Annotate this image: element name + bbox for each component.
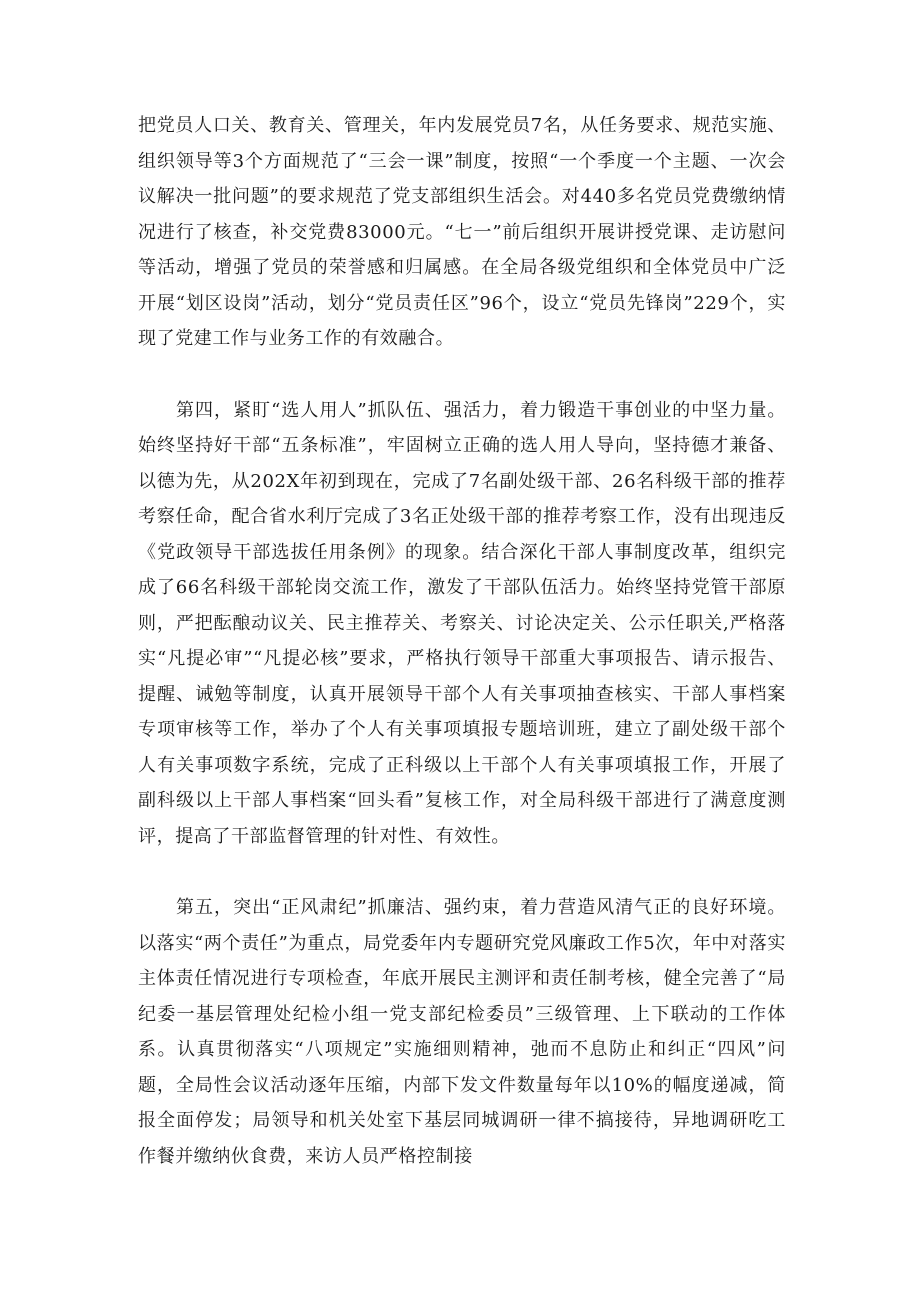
paragraph-party-management: 把党员人口关、教育关、管理关，年内发展党员7名，从任务要求、规范实施、组织领导等3个方面规范了“三会一课”制度，按照“一个季度一个主题、一次会议解决一批问题”的要求规范了党支部组织生活会。对440多名党员党费缴纳情况进行了核查，补交党费83000元。“七一”前后组织开展讲授党课、走访慰问等活动，增强了党员的荣誉感和归属感。在全局各级党组织和全体党员中广泛开展“划区设岗”活动，划分“党员责任区”96个，设立“党员先锋岗”229个，实现了党建工作与业务工作的有效融合。 (138, 115, 786, 349)
document-body (138, 108, 786, 1174)
paragraph-gap (138, 854, 786, 890)
paragraph-discipline: 第五，突出“正风肃纪”抓廉洁、强约束，着力营造风清气正的良好环境。以落实“两个责任”为重点，局党委年内专题研究党风廉政工作5次，年中对落实主体责任情况进行专项检查，年底开展民主测评和责任制考核，健全完善了“局纪委一基层管理处纪检小组一党支部纪检委员”三级管理、上下联动的工作体系。认真贯彻落实“八项规定”实施细则精神，弛而不息防止和纠正“四风”问题，全局性会议活动逐年压缩，内部下发文件数量每年以10%的幅度递减，简报全面停发；局领导和机关处室下基层同城调研一律不搞接待，异地调研吃工作餐并缴纳伙食费，来访人员严格控制接 (138, 897, 786, 1167)
paragraph-gap (138, 357, 786, 393)
paragraph-cadre-selection: 第四，紧盯“选人用人”抓队伍、强活力，着力锻造干事创业的中坚力量。始终坚持好干部“五条标准”，牢固树立正确的选人用人导向，坚持德才兼备、以德为先，从202X年初到现在，完成了7名副处级干部、26名科级干部的推荐考察任命，配合省水利厅完成了3名正处级干部的推荐考察工作，没有出现违反《党政领导干部选拔任用条例》的现象。结合深化干部人事制度改革，组织完成了66名科级干部轮岗交流工作，激发了干部队伍活力。始终坚持党管干部原则，严把酝酿动议关、民主推荐关、考察关、讨论决定关、公示任职关,严格落实“凡提必审”“凡提必核”要求，严格执行领导干部重大事项报告、请示报告、提醒、诫勉等制度，认真开展领导干部个人有关事项抽查核实、干部人事档案专项审核等工作，举办了个人有关事项填报专题培训班，建立了副处级干部个人有关事项数字系统，完成了正科级以上干部个人有关事项填报工作，开展了副科级以上干部人事档案“回头看”复核工作，对全局科级干部进行了满意度测评，提高了干部监督管理的针对性、有效性。 (138, 399, 786, 847)
